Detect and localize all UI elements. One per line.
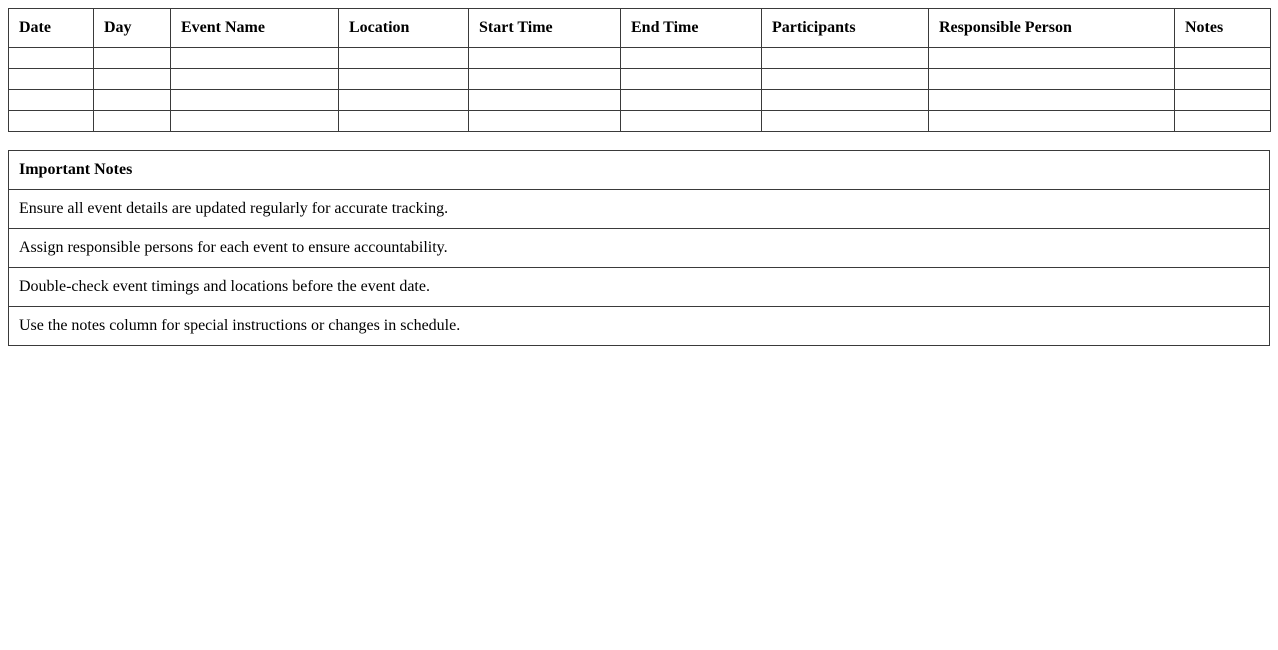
table-cell[interactable] <box>9 111 94 132</box>
column-header-responsible-person: Responsible Person <box>929 9 1175 48</box>
column-header-location: Location <box>339 9 469 48</box>
note-row <box>9 307 1270 346</box>
column-header-notes: Notes <box>1175 9 1271 48</box>
table-cell[interactable] <box>762 111 929 132</box>
table-row <box>9 69 1271 90</box>
important-notes-title: Important Notes <box>9 151 1270 190</box>
table-cell[interactable] <box>339 90 469 111</box>
column-header-day: Day <box>94 9 171 48</box>
table-cell[interactable] <box>339 111 469 132</box>
event-schedule-table <box>8 8 1271 132</box>
table-cell[interactable] <box>171 69 339 90</box>
table-cell[interactable] <box>621 48 762 69</box>
note-row <box>9 268 1270 307</box>
table-cell[interactable] <box>171 90 339 111</box>
table-cell[interactable] <box>339 69 469 90</box>
table-cell[interactable] <box>469 111 621 132</box>
table-cell[interactable] <box>171 48 339 69</box>
table-cell[interactable] <box>621 90 762 111</box>
notes-header-row <box>9 151 1270 190</box>
table-cell[interactable] <box>9 69 94 90</box>
table-cell[interactable] <box>94 48 171 69</box>
table-cell[interactable] <box>94 90 171 111</box>
table-row <box>9 111 1271 132</box>
table-cell[interactable] <box>929 111 1175 132</box>
column-header-end-time: End Time <box>621 9 762 48</box>
column-header-event-name: Event Name <box>171 9 339 48</box>
table-cell[interactable] <box>1175 90 1271 111</box>
table-cell[interactable] <box>929 48 1175 69</box>
table-cell[interactable] <box>469 48 621 69</box>
table-cell[interactable] <box>339 48 469 69</box>
table-cell[interactable] <box>9 48 94 69</box>
note-item: Ensure all event details are updated regularly for accurate tracking. <box>9 190 1270 229</box>
table-cell[interactable] <box>94 111 171 132</box>
table-cell[interactable] <box>929 69 1175 90</box>
important-notes-table <box>8 150 1270 346</box>
column-header-participants: Participants <box>762 9 929 48</box>
table-row <box>9 48 1271 69</box>
table-row <box>9 90 1271 111</box>
table-cell[interactable] <box>94 69 171 90</box>
note-item: Assign responsible persons for each event to ensure accountability. <box>9 229 1270 268</box>
table-cell[interactable] <box>621 69 762 90</box>
table-cell[interactable] <box>762 48 929 69</box>
table-cell[interactable] <box>9 90 94 111</box>
table-cell[interactable] <box>1175 48 1271 69</box>
table-cell[interactable] <box>929 90 1175 111</box>
table-cell[interactable] <box>762 90 929 111</box>
note-item: Use the notes column for special instructions or changes in schedule. <box>9 307 1270 346</box>
table-cell[interactable] <box>762 69 929 90</box>
table-header-row <box>9 9 1271 48</box>
note-item: Double-check event timings and locations before the event date. <box>9 268 1270 307</box>
column-header-date: Date <box>9 9 94 48</box>
table-cell[interactable] <box>469 90 621 111</box>
table-cell[interactable] <box>469 69 621 90</box>
table-cell[interactable] <box>621 111 762 132</box>
note-row <box>9 229 1270 268</box>
note-row <box>9 190 1270 229</box>
column-header-start-time: Start Time <box>469 9 621 48</box>
table-cell[interactable] <box>1175 111 1271 132</box>
table-cell[interactable] <box>171 111 339 132</box>
table-cell[interactable] <box>1175 69 1271 90</box>
